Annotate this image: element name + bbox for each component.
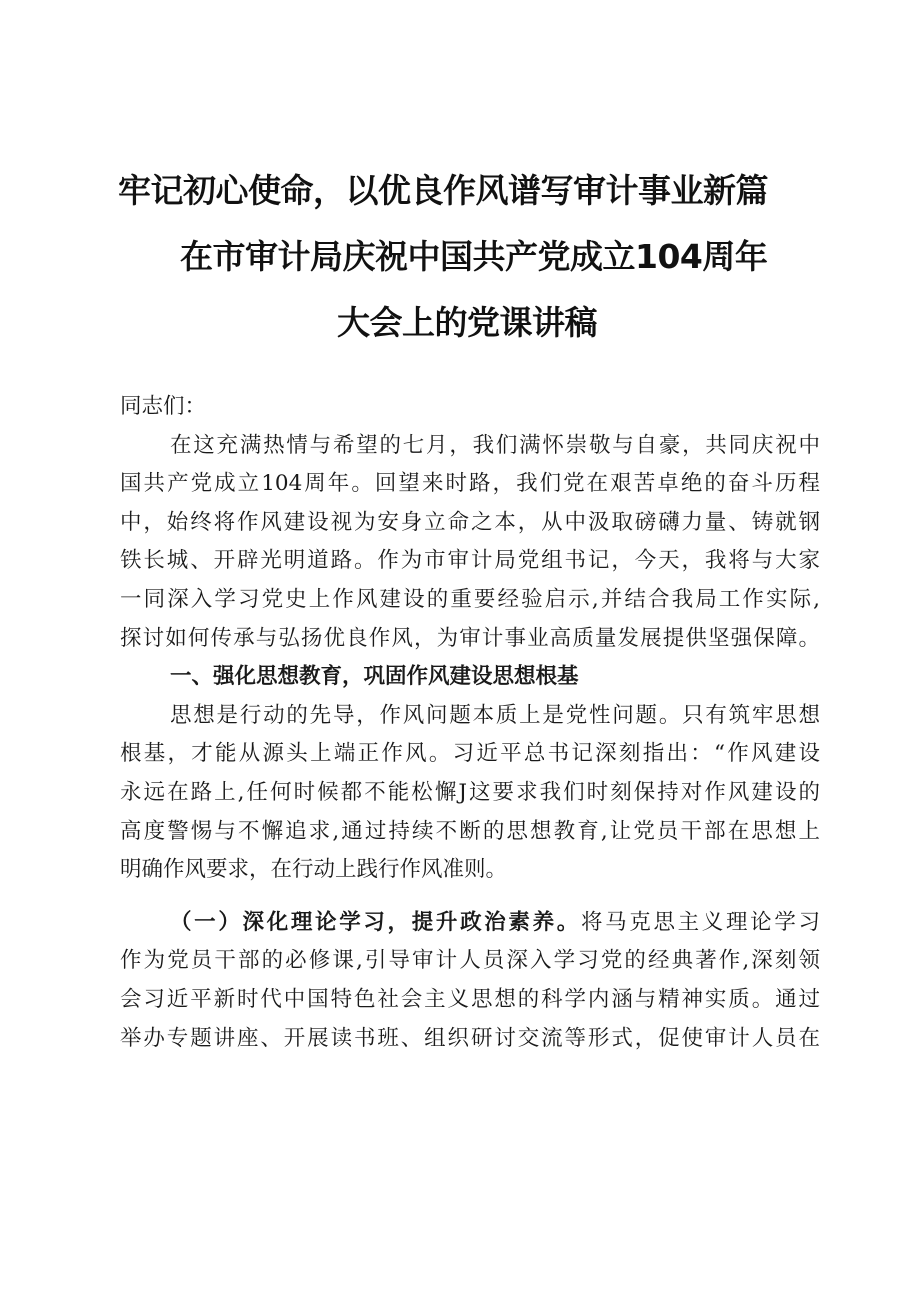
intro-line: 探讨如何传承与弘扬优良作风，为审计事业高质量发展提供坚强保障。 — [120, 625, 820, 651]
section-paragraph-line: 思想是行动的先导，作风问题本质上是党性问题。只有筑牢思想 — [170, 702, 820, 728]
title-line-2: 在市审计局庆祝中国共产党成立104周年 — [180, 237, 768, 276]
intro-line: 铁长城、开辟光明道路。作为市审计局党组书记，今天，我将与大家 — [120, 548, 820, 574]
subsection-heading: （一）深化理论学习，提升政治素养。 — [170, 909, 581, 935]
document-body — [120, 388, 820, 1058]
salutation: 同志们： — [120, 394, 207, 419]
subsection-line: 作为党员干部的必修课,引导审计人员深入学习党的经典著作,深刻领 — [120, 948, 820, 974]
intro-line: 国共产党成立104周年。回望来时路，我们党在艰苦卓绝的奋斗历程 — [120, 471, 820, 497]
subsection-line: 会习近平新时代中国特色社会主义思想的科学内涵与精神实质。通过 — [120, 986, 820, 1012]
intro-line: 在这充满热情与希望的七月，我们满怀崇敬与自豪，共同庆祝中 — [170, 432, 820, 458]
subsection-first-line — [120, 904, 820, 943]
section-paragraph-line: 明确作风要求，在行动上践行作风准则。 — [120, 857, 508, 883]
document-title — [0, 158, 920, 356]
section-paragraph-line: 高度警惕与不懈追求,通过持续不断的思想教育,让党员干部在思想上 — [120, 818, 820, 844]
title-line-3: 大会上的党课讲稿 — [337, 303, 597, 342]
title-line-1: 牢记初心使命，以优良作风谱写审计事业新篇 — [118, 171, 768, 210]
intro-line: 中，始终将作风建设视为安身立命之本，从中汲取磅礴力量、铸就钢 — [120, 509, 820, 535]
intro-line: 一同深入学习党史上作风建设的重要经验启示,并结合我局工作实际, — [120, 586, 820, 612]
section-paragraph-line: 根基，才能从源头上端正作风。习近平总书记深刻指出：“作风建设 — [120, 741, 820, 767]
subsection-text: 将马克思主义理论学习 — [580, 909, 820, 935]
section-paragraph-line: 永远在路上,任何时候都不能松懈J这要求我们时刻保持对作风建设的 — [120, 779, 820, 805]
subsection-line: 举办专题讲座、开展读书班、组织研讨交流等形式，促使审计人员在 — [120, 1025, 820, 1051]
section-heading: 一、强化思想教育，巩固作风建设思想根基 — [170, 664, 579, 690]
